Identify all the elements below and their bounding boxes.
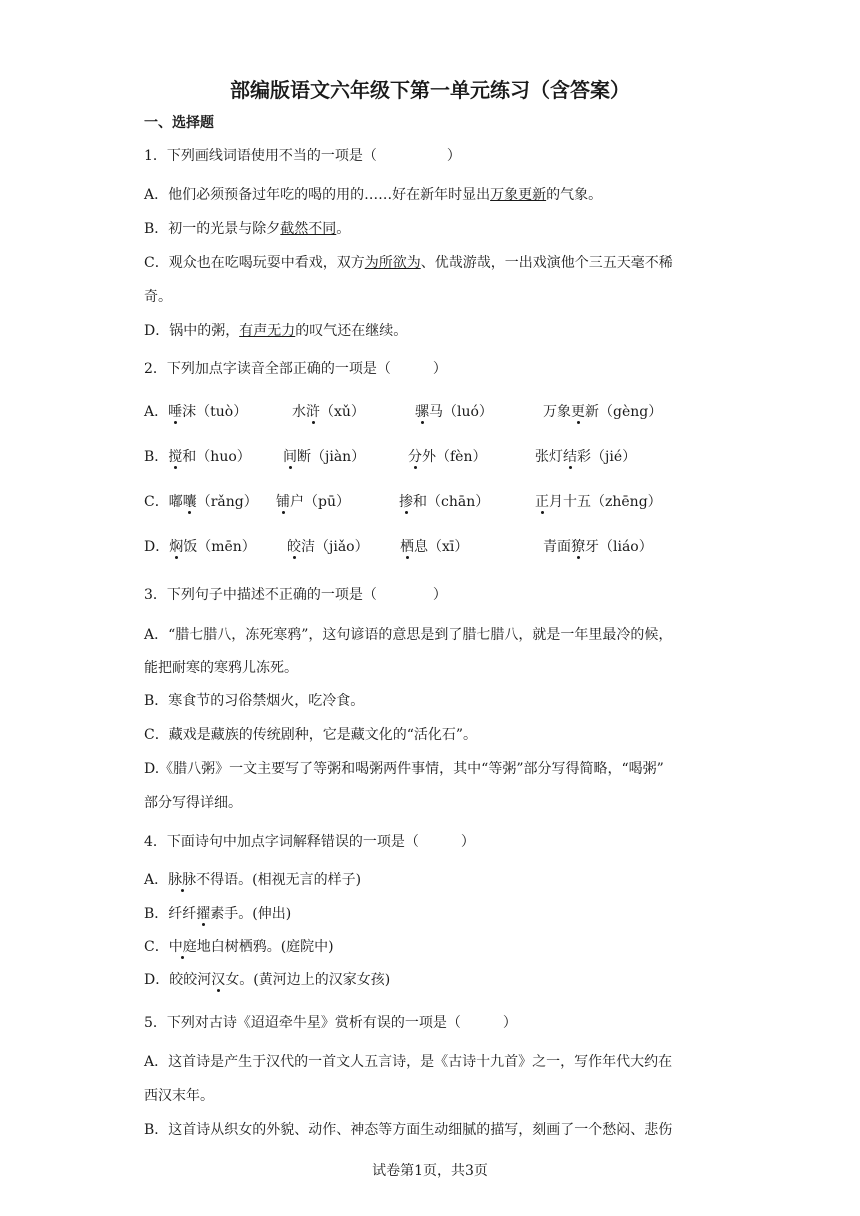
q2-b-item-1: B．搅和（huo） [144,449,251,465]
q2-b-item-2: 间断（jiàn） [283,449,366,465]
q4-option-d: D．皎皎河汉女。(黄河边上的汉家女孩) [144,972,391,988]
q1-stem: 1．下列画线词语使用不当的一项是（ ） [144,148,461,164]
q3-option-d-cont: 部分写得详细。 [144,795,242,811]
q2-d-item-3: 栖息（xī） [400,539,469,555]
q2-b-item-4: 张灯结彩（jié） [535,449,637,465]
page-title: 部编版语文六年级下第一单元练习（含答案） [230,78,630,102]
q2-a-item-1: A．唾沫（tuò） [144,404,248,420]
q1-option-b: B．初一的光景与除夕截然不同。 [144,221,351,237]
q2-a-item-3: 骡马（luó） [415,404,493,420]
q1-option-a: A．他们必须预备过年吃的喝的用的……好在新年时显出万象更新的气象。 [144,187,603,203]
q2-d-item-2: 皎洁（jiǎo） [287,539,369,555]
q3-option-b: B．寒食节的习俗禁烟火，吃冷食。 [144,693,365,709]
page-footer: 试卷第1页，共3页 [372,1163,488,1179]
q4-option-c: C．中庭地白树栖鸦。(庭院中) [144,939,334,955]
q2-d-item-1: D．焖饭（mēn） [144,539,256,555]
q2-a-item-4: 万象更新（gèng） [543,404,663,420]
q1-option-c-cont: 奇。 [144,289,172,305]
section-heading: 一、选择题 [144,115,214,131]
q3-option-a: A．“腊七腊八，冻死寒鸦”，这句谚语的意思是到了腊七腊八，就是一年里最冷的候， [144,627,673,643]
q5-option-a-cont: 西汉末年。 [144,1088,214,1104]
q4-option-b: B．纤纤擢素手。(伸出) [144,906,292,922]
q3-option-c: C．藏戏是藏族的传统剧种，它是藏文化的“活化石”。 [144,727,478,743]
q2-a-item-2: 水浒（xǔ） [292,404,365,420]
q5-option-b: B．这首诗从织女的外貌、动作、神态等方面生动细腻的描写，刻画了一个愁闷、悲伤 [144,1122,673,1138]
q3-stem: 3．下列句子中描述不正确的一项是（ ） [144,587,447,603]
q1-option-c: C．观众也在吃喝玩耍中看戏，双方为所欲为、优哉游哉，一出戏演他个三五天毫不稀 [144,255,673,271]
q2-c-item-1: C．嘟囔（rǎng） [144,494,258,510]
q3-option-a-cont: 能把耐寒的寒鸦儿冻死。 [144,660,298,676]
q5-option-a: A．这首诗是产生于汉代的一首文人五言诗，是《古诗十九首》之一，写作年代大约在 [144,1054,673,1070]
q2-c-item-4: 正月十五（zhēng） [535,494,662,510]
q2-c-item-3: 掺和（chān） [399,494,490,510]
q2-b-item-3: 分外（fèn） [408,449,487,465]
q2-stem: 2．下列加点字读音全部正确的一项是（ ） [144,361,447,377]
q1-option-d: D．锅中的粥，有声无力的叹气还在继续。 [144,323,408,339]
q2-d-item-4: 青面獠牙（liáo） [543,539,653,555]
q5-stem: 5．下列对古诗《迢迢牵牛星》赏析有误的一项是（ ） [144,1015,517,1031]
q2-c-item-2: 铺户（pū） [276,494,350,510]
q4-stem: 4．下面诗句中加点字词解释错误的一项是（ ） [144,834,475,850]
q4-option-a: A．脉脉不得语。(相视无言的样子) [144,872,362,888]
q3-option-d: D.《腊八粥》一文主要写了等粥和喝粥两件事情，其中“等粥”部分写得简略，“喝粥” [144,761,664,777]
